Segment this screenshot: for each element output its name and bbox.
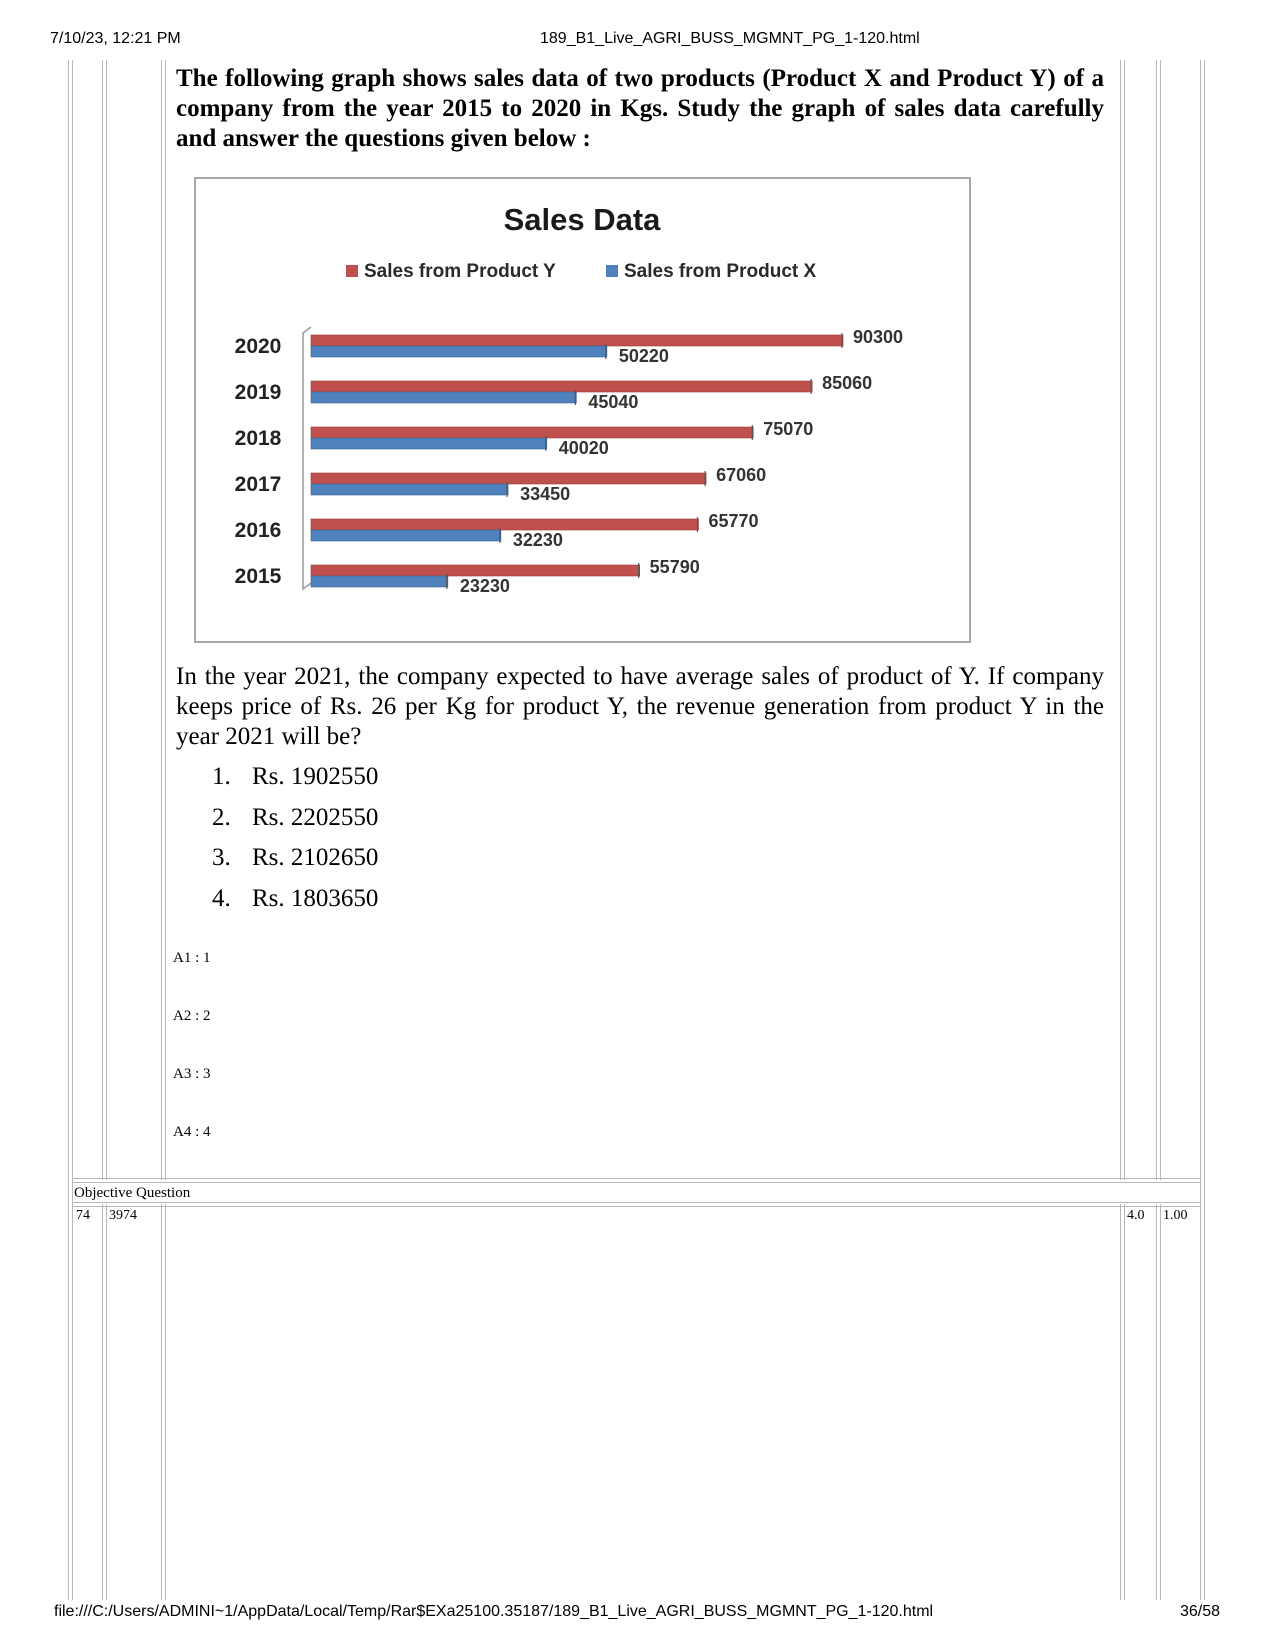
data-label: 90300 [853, 327, 904, 347]
option-number: 3. [212, 844, 231, 871]
category-label: 2020 [234, 335, 282, 358]
row-marks: 4.0 [1127, 1208, 1145, 1223]
data-label: 23230 [459, 576, 510, 596]
data-label: 45040 [588, 392, 639, 412]
category-label: 2017 [234, 473, 282, 496]
bar [311, 381, 812, 392]
option-text: Rs. 2202550 [252, 803, 379, 831]
option-number: 1. [212, 763, 231, 790]
bar [311, 565, 640, 576]
bar [311, 484, 508, 495]
sales-chart [194, 177, 971, 643]
bar [311, 438, 547, 449]
data-label: 50220 [618, 346, 669, 366]
section-label: Objective Question [74, 1185, 191, 1201]
chart-bars [235, 327, 903, 596]
option-text: Rs. 1902550 [252, 763, 379, 790]
bar [311, 473, 706, 484]
category-label: 2015 [234, 565, 282, 588]
bar [311, 335, 843, 346]
answer-key-1: A1 : 1 [173, 950, 211, 966]
print-page-number: 36/58 [1180, 1603, 1221, 1620]
data-label: 67060 [716, 465, 767, 485]
print-datetime: 7/10/23, 12:21 PM [50, 30, 181, 47]
option-item [212, 843, 378, 884]
category-label: 2019 [234, 381, 282, 404]
answer-key-2: A2 : 2 [173, 1008, 211, 1024]
option-number: 4. [212, 884, 231, 912]
data-label: 32230 [512, 530, 563, 550]
legend-swatch [606, 265, 618, 277]
bar [311, 392, 576, 403]
question-text: In the year 2021, the company expected to have average sales of product of Y. If company keeps price of Rs. 26 per Kg for product Y, the revenue generation from product Y in the year 2021 will be? [176, 663, 1104, 750]
bar [311, 576, 448, 587]
data-label: 85060 [822, 373, 873, 393]
data-label: 33450 [520, 484, 571, 504]
question-intro: The following graph shows sales data of two products (Product X and Product Y) of a company from the year 2015 to 2020 in Kgs. Study the graph of sales data carefully and answer the questions given below : [176, 65, 1104, 152]
chart-legend [346, 261, 816, 282]
print-file-path: file:///C:/Users/ADMINI~1/AppData/Local/Temp/Rar$EXa25100.35187/189_B1_Live_AGRI_BUSS_MGMNT_PG_1-120.html [54, 1603, 934, 1620]
bar [311, 530, 501, 541]
sales-chart-svg [196, 179, 969, 641]
data-label: 75070 [763, 419, 814, 439]
row-serial: 74 [76, 1208, 90, 1223]
chart-axis [303, 327, 311, 589]
option-text: Rs. 2102650 [252, 844, 379, 871]
option-item [212, 884, 378, 925]
bar [311, 427, 753, 438]
data-label: 55790 [649, 557, 700, 577]
option-number: 2. [212, 803, 231, 831]
print-document-title: 189_B1_Live_AGRI_BUSS_MGMNT_PG_1-120.html [540, 30, 920, 47]
data-label: 40020 [558, 438, 609, 458]
bar [311, 346, 607, 357]
axis-line [303, 327, 311, 589]
option-list [212, 762, 378, 924]
option-text: Rs. 1803650 [252, 884, 379, 912]
legend-label: Sales from Product Y [364, 261, 556, 282]
data-label: 65770 [708, 511, 759, 531]
legend-swatch [346, 265, 358, 277]
answer-key-4: A4 : 4 [173, 1124, 211, 1140]
legend-label: Sales from Product X [624, 261, 817, 282]
category-label: 2018 [234, 427, 282, 450]
row-question-id: 3974 [109, 1208, 137, 1223]
option-item [212, 803, 378, 844]
bar [311, 519, 698, 530]
answer-key-3: A3 : 3 [173, 1066, 211, 1082]
category-label: 2016 [234, 519, 282, 542]
row-negative-marks: 1.00 [1163, 1208, 1188, 1223]
chart-title: Sales Data [503, 202, 661, 237]
option-item [212, 762, 378, 803]
